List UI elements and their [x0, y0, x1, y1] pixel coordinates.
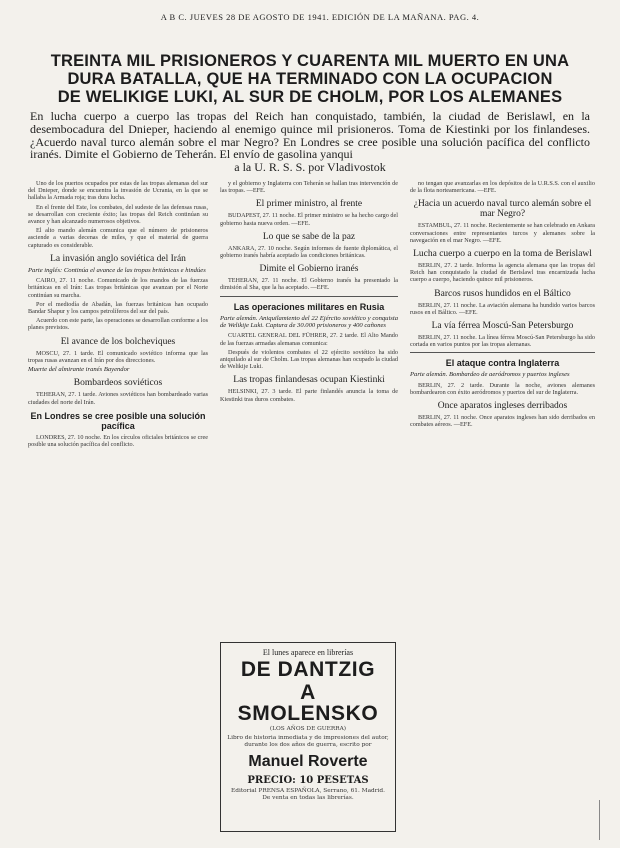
article-paragraph: ANKARA, 27. 10 noche. Según informes de fuente diplomática, el gobierno iranés habría aceptado las condiciones británicas.	[220, 244, 398, 260]
book-advertisement	[220, 642, 396, 832]
article-paragraph: CAIRO, 27. 11 noche. Comunicado de los mandos de las fuerzas británicas en el Irán: Las tropas británicas que avanzan por el Norte continúan su marcha.	[28, 277, 208, 299]
article-paragraph: BUDAPEST, 27. 11 noche. El primer ministro se ha hecho cargo del gobierno hasta nueva orden. —EFE.	[220, 212, 398, 227]
article-paragraph: El alto mando alemán comunica que el número de prisioneros asciende a varias decenas de miles, y que el material de guerra capturado es considerable.	[28, 227, 208, 249]
section-heading: Once aparatos ingleses derribados	[437, 401, 568, 412]
ad-title-line-2: A SMOLENSKO	[237, 681, 379, 725]
ad-price: PRECIO: 10 PESETAS	[247, 775, 369, 786]
section-heading: Lo que se sabe de la paz	[262, 231, 356, 242]
ad-description: Libro de historia inmediata y de impresiones del autor, durante los dos años de guerra, escrito por	[227, 735, 389, 748]
ad-title-line-1: DE DANTZIG	[240, 658, 376, 681]
divider	[220, 296, 398, 297]
section-heading: La vía férrea Moscú-San Petersburgo	[431, 321, 574, 332]
deck-text: En lucha cuerpo a cuerpo las tropas del Reich han conquistado, también, la ciudad de Berislawl, en la desembocadura del Dnieper, haciendo al enemigo quince mil prisioneros. Toma de Kiestinki por los finlandeses. ¿Acuerdo naval turco alemán sobre el mar Negro? En Londres se cree posible una solución pacífica del conflicto iranés. Dimite el Gobierno de Teherán. El envío de gasolina yanqui	[30, 109, 590, 162]
section-heading: El primer ministro, al frente	[255, 199, 363, 210]
article-paragraph: TEHERAN, 27. 1 tarde. Aviones soviéticos han bombardeado varias ciudades del norte del Irán.	[28, 391, 208, 406]
column-1	[28, 180, 208, 450]
section-heading: Barcos rusos hundidos en el Báltico	[434, 288, 571, 299]
deck-last-line: a la U. R. S. S. por Vladivostok	[234, 160, 386, 175]
article-paragraph: Por el mediodía de Abadán, las fuerzas británicas han ocupado Bandar Shapur y los campos petrolíferos del sur del país.	[28, 300, 208, 316]
section-heading: ¿Hacia un acuerdo naval turco alemán sobre el mar Negro?	[413, 199, 592, 220]
article-paragraph: BERLIN, 27. 2 tarde. Informa la agencia alemana que las tropas del Reich han conquistado la ciudad de Berislawl tras encarnizada lucha cuerpo a cuerpo, haciendo quince mil prisioneros.	[410, 262, 595, 284]
section-heading: Las tropas finlandesas ocupan Kiestinki	[233, 375, 385, 386]
section-heading: Bombardeos soviéticos	[73, 378, 163, 389]
section-heading: Las operaciones militares en Rusia	[233, 301, 385, 312]
article-paragraph: BERLIN, 27. 2 tarde. Durante la noche, aviones alemanes bombardearon con éxito aeródromos y puertos del sur de Inglaterra.	[410, 381, 595, 397]
column-2	[220, 180, 398, 405]
article-paragraph: Acuerdo con este parte, las operaciones se desarrollan conforme a los planes previstos.	[28, 317, 208, 332]
section-heading: El ataque contra Inglaterra	[445, 358, 560, 369]
ad-subtitle: (LOS AÑOS DE GUERRA)	[269, 726, 347, 732]
column-3	[410, 180, 595, 431]
article-paragraph: BERLIN, 27. 11 noche. La aviación alemana ha hundido varios barcos rusos en el Báltico. —EFE.	[410, 301, 595, 316]
article-paragraph: Después de violentos combates el 22 ejército soviético ha sido aniquilado al sur de Cholm. Las tropas alemanas han ocupado la ciudad de Welikije Luki.	[220, 348, 398, 371]
article-paragraph: BERLIN, 27. 11 noche. Once aparatos ingleses han sido derribados en combates aéreos. —EFE.	[410, 414, 595, 429]
divider	[410, 352, 595, 353]
article-paragraph: HELSINKI, 27. 3 tarde. El parte finlandés anuncia la toma de Kiestinki tras duros combates.	[220, 388, 398, 403]
headline-line-1: TREINTA MIL PRISIONEROS Y CUARENTA MIL MUERTO EN UNA	[50, 52, 570, 70]
headline-line-3: DE WELIKIGE LUKI, AL SUR DE CHOLM, POR LOS ALEMANES	[57, 88, 563, 106]
article-paragraph: y el gobierno y Inglaterra con Teherán se hallan tras intervención de las tropas. —EFE.	[220, 180, 398, 195]
article-paragraph: MOSCU, 27. 1 tarde. El comunicado soviético informa que las tropas rusas avanzan en el Irán por dos direcciones.	[28, 349, 208, 364]
article-paragraph: CUARTEL GENERAL DEL FÜHRER, 27. 2 tarde. El Alto Mando de las fuerzas armadas alemanas comunica:	[220, 332, 398, 347]
section-heading: El avance de los bolcheviques	[60, 336, 176, 347]
section-heading: Dimite el Gobierno iranés	[259, 264, 359, 275]
page-header: A B C. JUEVES 28 DE AGOSTO DE 1941. EDICIÓN DE LA MAÑANA. PAG. 4.	[160, 12, 480, 22]
ad-publisher: Editorial PRENSA ESPAÑOLA, Serrano, 61. Madrid. De venta en todas las librerías.	[231, 788, 385, 801]
article-paragraph: Uno de los puertos ocupados por estas de las tropas alemanas del sur del Dnieper, donde se encuentra la invasión de Ucrania, en la que se hallaba la Armada roja; tras dura lucha.	[28, 180, 208, 202]
section-heading: Lucha cuerpo a cuerpo en la toma de Berislawl	[413, 249, 592, 260]
section-heading: La invasión anglo soviética del Irán	[50, 253, 186, 264]
headline-deck	[30, 110, 590, 174]
article-paragraph: ESTAMBUL, 27. 11 noche. Recientemente se han celebrado en Ankara conversaciones entre representantes turcos y alemanes sobre la navegación en el mar Negro. —EFE.	[410, 222, 595, 244]
section-heading: En Londres se cree posible una solución pacífica	[30, 410, 206, 431]
article-paragraph: no tengan que avanzarlas en los depósitos de la U.R.S.S. con el auxilio de la flota norteamericana. —EFE.	[410, 180, 595, 195]
section-lead: Parte alemán. Bombardeo de aeródromos y puertos ingleses	[410, 371, 570, 379]
article-paragraph: TEHERAN, 27. 11 noche. El Gobierno iranés ha presentado la dimisión al Sha, que la ha aceptado. —EFE.	[220, 277, 398, 292]
article-paragraph: LONDRES, 27. 10 noche. En los círculos oficiales británicos se cree posible una solución pacífica del conflicto.	[28, 433, 208, 449]
ad-announcement: El lunes aparece en librerías	[262, 648, 354, 657]
section-lead: Parte inglés: Continúa el avance de las tropas británicas e hindúes	[28, 266, 206, 274]
ad-author: Manuel Roverte	[248, 753, 368, 770]
article-paragraph: BERLIN, 27. 11 noche. La línea férrea Moscú-San Petersburgo ha sido cortada en varios puntos por las tropas alemanas.	[410, 334, 595, 349]
section-lead: Parte alemán. Aniquilamiento del 22 Ejército soviético y conquista de Welikije Luki. Captura de 30.000 prisioneros y 400 cañones	[220, 314, 398, 330]
headline-line-2: DURA BATALLA, QUE HA TERMINADO CON LA OCUPACION	[67, 70, 553, 88]
section-lead: Muerte del almirante iranés Bayendor	[28, 366, 130, 374]
article-paragraph: En el frente del Este, los combates, del sudeste de las defensas rusas, se desarrollan con creciente éxito; las tropas del Reich continúan su avance y han alcanzado numerosos objetivos.	[28, 203, 208, 226]
margin-mark	[599, 800, 614, 840]
main-headline	[30, 52, 590, 106]
